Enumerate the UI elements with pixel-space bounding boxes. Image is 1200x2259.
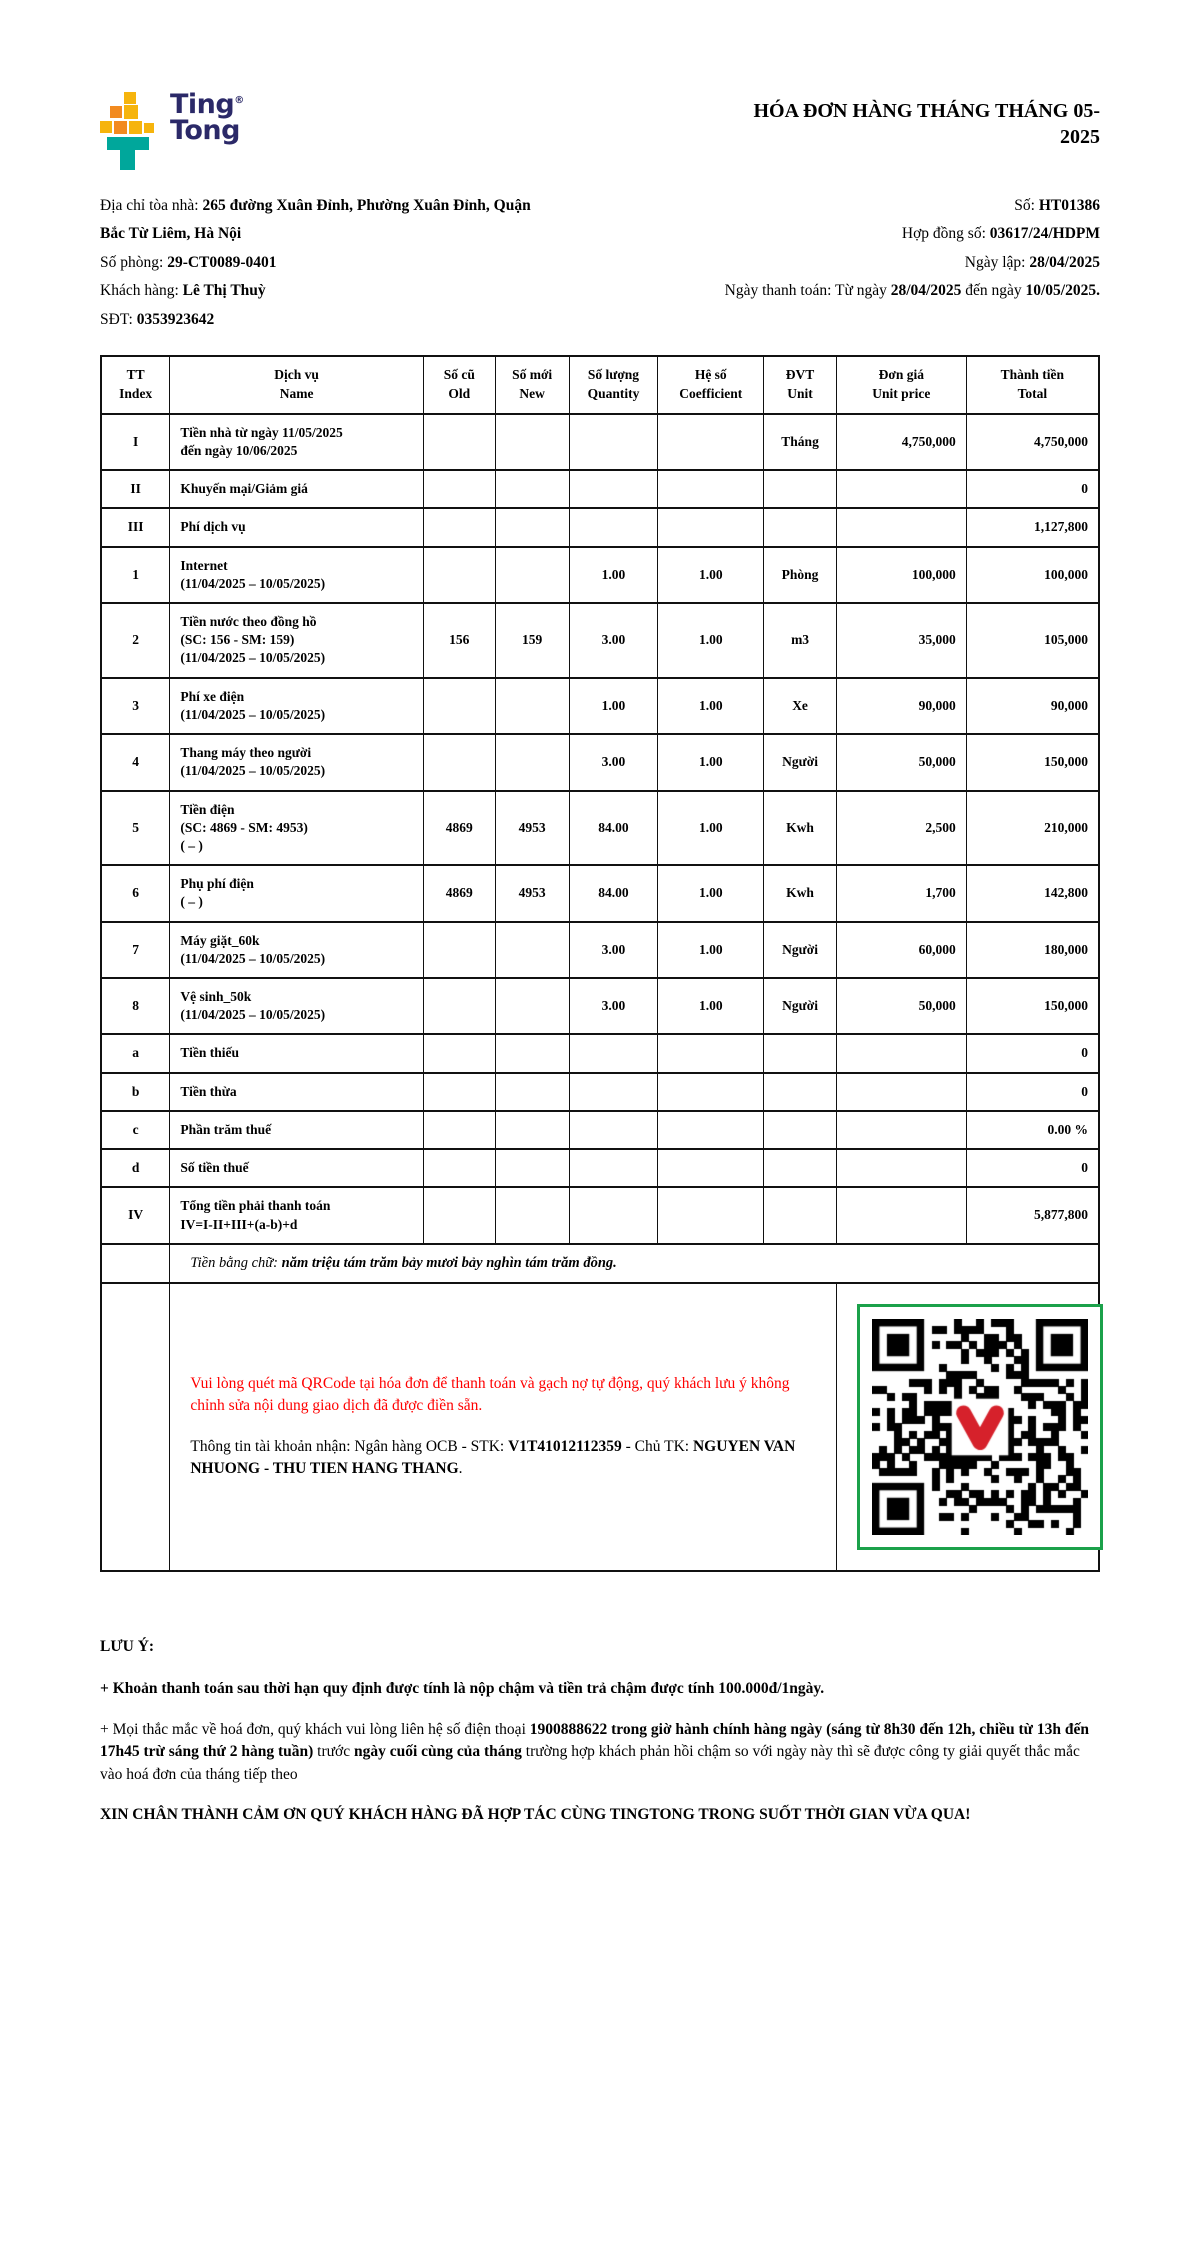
cell-quantity: 84.00	[569, 865, 658, 921]
cell-quantity: 3.00	[569, 922, 658, 978]
cell-coefficient: 1.00	[658, 603, 764, 678]
cell-coefficient: 1.00	[658, 734, 764, 790]
cell-unit: Xe	[764, 678, 837, 734]
cell-total: 0	[966, 1034, 1099, 1072]
cell-old-reading	[423, 508, 495, 546]
table-row	[101, 791, 1099, 866]
cell-quantity	[569, 1187, 658, 1243]
cell-unit: Kwh	[764, 791, 837, 866]
cell-total: 1,127,800	[966, 508, 1099, 546]
hotline-note: + Mọi thắc mắc về hoá đơn, quý khách vui lòng liên hệ số điện thoại 1900888622 trong giờ hành chính hàng ngày (sáng từ 8h30 đến 12h, chiều từ 13h đến 17h45 trừ sáng thứ 2 hàng tuần) trước ngày cuối cùng của tháng trường hợp khách phản hồi chậm so với ngày này thì sẽ được công ty giải quyết thắc mắc vào hoá đơn của tháng tiếp theo	[100, 1720, 1089, 1783]
column-header: Dịch vụ Name	[170, 356, 424, 414]
table-row	[101, 1034, 1099, 1072]
cell-old-reading: 156	[423, 603, 495, 678]
amount-in-words: Tiền bằng chữ: năm triệu tám trăm bảy mươi bảy nghìn tám trăm đồng.	[170, 1244, 1099, 1283]
cell-service-name: Tiền thiếu	[170, 1034, 424, 1072]
cell-new-reading	[495, 1149, 569, 1187]
cell-coefficient	[658, 1111, 764, 1149]
cell-unit-price: 60,000	[836, 922, 966, 978]
cell-quantity	[569, 508, 658, 546]
cell-coefficient	[658, 470, 764, 508]
cell-old-reading	[423, 470, 495, 508]
table-row	[101, 678, 1099, 734]
cell-total: 0	[966, 1073, 1099, 1111]
cell-total: 210,000	[966, 791, 1099, 866]
cell-index: IV	[101, 1187, 170, 1243]
cell-unit	[764, 508, 837, 546]
info-row	[100, 224, 1100, 243]
cell-new-reading: 159	[495, 603, 569, 678]
cell-old-reading	[423, 922, 495, 978]
cell-unit-price	[836, 508, 966, 546]
cell-quantity: 3.00	[569, 734, 658, 790]
cell-new-reading	[495, 1187, 569, 1243]
cell-unit	[764, 470, 837, 508]
cell-quantity	[569, 1034, 658, 1072]
cell-old-reading: 4869	[423, 791, 495, 866]
cell-quantity: 84.00	[569, 791, 658, 866]
cell-service-name: Tiền thừa	[170, 1073, 424, 1111]
cell-unit: Người	[764, 978, 837, 1034]
column-header: Đơn giá Unit price	[836, 356, 966, 414]
cell-unit-price	[836, 1111, 966, 1149]
cell-unit-price: 50,000	[836, 978, 966, 1034]
table-row	[101, 547, 1099, 603]
cell-unit	[764, 1187, 837, 1243]
tingtong-logo-mark	[100, 92, 160, 172]
footer-notes	[0, 1636, 1200, 1827]
cell-coefficient: 1.00	[658, 791, 764, 866]
cell-total: 180,000	[966, 922, 1099, 978]
cell-old-reading: 4869	[423, 865, 495, 921]
cell-new-reading	[495, 1111, 569, 1149]
cell-new-reading	[495, 508, 569, 546]
table-row	[101, 508, 1099, 546]
table-row	[101, 470, 1099, 508]
cell-service-name: Internet (11/04/2025 – 10/05/2025)	[170, 547, 424, 603]
cell-new-reading: 4953	[495, 865, 569, 921]
cell-new-reading	[495, 1073, 569, 1111]
table-row	[101, 1073, 1099, 1111]
cell-service-name: Thang máy theo người (11/04/2025 – 10/05/2025)	[170, 734, 424, 790]
cell-unit-price: 2,500	[836, 791, 966, 866]
cell-unit-price: 4,750,000	[836, 414, 966, 470]
cell-old-reading	[423, 1034, 495, 1072]
cell-new-reading	[495, 922, 569, 978]
column-header: Số cũ Old	[423, 356, 495, 414]
cell-unit-price: 90,000	[836, 678, 966, 734]
cell-index: 8	[101, 978, 170, 1034]
customer-name: Khách hàng: Lê Thị Thuỳ	[100, 282, 266, 300]
cell-old-reading	[423, 978, 495, 1034]
column-header: Số lượng Quantity	[569, 356, 658, 414]
cell-coefficient: 1.00	[658, 547, 764, 603]
cell-coefficient	[658, 1073, 764, 1111]
cell-new-reading	[495, 734, 569, 790]
cell-old-reading	[423, 414, 495, 470]
cell-unit	[764, 1111, 837, 1149]
service-table	[100, 355, 1100, 1572]
qr-code-cell	[836, 1283, 1099, 1571]
cell-service-name: Phần trăm thuế	[170, 1111, 424, 1149]
cell-service-name: Phí xe điện (11/04/2025 – 10/05/2025)	[170, 678, 424, 734]
cell-service-name: Phụ phí điện ( – )	[170, 865, 424, 921]
cell-quantity: 1.00	[569, 547, 658, 603]
cell-total: 0	[966, 1149, 1099, 1187]
cell-total: 90,000	[966, 678, 1099, 734]
cell-service-name: Vệ sinh_50k (11/04/2025 – 10/05/2025)	[170, 978, 424, 1034]
table-row	[101, 1187, 1099, 1243]
table-header-row	[101, 356, 1099, 414]
cell-index: 4	[101, 734, 170, 790]
cell-quantity: 3.00	[569, 603, 658, 678]
building-address-line2: Bắc Từ Liêm, Hà Nội	[100, 225, 242, 243]
column-header: TT Index	[101, 356, 170, 414]
cell-unit-price: 1,700	[836, 865, 966, 921]
cell-index: 1	[101, 547, 170, 603]
cell-unit-price	[836, 1187, 966, 1243]
tingtong-logo-text: Ting® Tong	[170, 89, 244, 146]
cell-index: 5	[101, 791, 170, 866]
cell-quantity	[569, 1073, 658, 1111]
cell-service-name: Máy giặt_60k (11/04/2025 – 10/05/2025)	[170, 922, 424, 978]
info-row	[100, 253, 1100, 272]
cell-coefficient	[658, 1034, 764, 1072]
info-row	[100, 281, 1100, 300]
info-row	[100, 310, 1100, 329]
cell-total: 142,800	[966, 865, 1099, 921]
page-header	[0, 0, 1200, 172]
cell-new-reading	[495, 978, 569, 1034]
table-row	[101, 865, 1099, 921]
cell-unit: Người	[764, 922, 837, 978]
cell-index: 2	[101, 603, 170, 678]
cell-new-reading: 4953	[495, 791, 569, 866]
cell-unit-price	[836, 1149, 966, 1187]
cell-index: d	[101, 1149, 170, 1187]
cell-service-name: Tiền nước theo đồng hồ (SC: 156 - SM: 159) (11/04/2025 – 10/05/2025)	[170, 603, 424, 678]
cell-index: c	[101, 1111, 170, 1149]
cell-index: II	[101, 470, 170, 508]
customer-phone: SĐT: 0353923642	[100, 310, 215, 328]
column-header: Thành tiền Total	[966, 356, 1099, 414]
cell-index: 7	[101, 922, 170, 978]
cell-index: 3	[101, 678, 170, 734]
cell-new-reading	[495, 414, 569, 470]
cell-old-reading	[423, 1073, 495, 1111]
cell-old-reading	[423, 1149, 495, 1187]
column-header: Hệ số Coefficient	[658, 356, 764, 414]
cell-coefficient: 1.00	[658, 978, 764, 1034]
cell-old-reading	[423, 1187, 495, 1243]
cell-service-name: Số tiền thuế	[170, 1149, 424, 1187]
table-row	[101, 1111, 1099, 1149]
cell-service-name: Khuyến mại/Giảm giá	[170, 470, 424, 508]
column-header: ĐVT Unit	[764, 356, 837, 414]
cell-total: 105,000	[966, 603, 1099, 678]
amount-in-words-row	[101, 1244, 1099, 1283]
cell-coefficient	[658, 1187, 764, 1243]
contract-number: Hợp đồng số: 03617/24/HDPM	[901, 225, 1100, 243]
cell-quantity	[569, 1111, 658, 1149]
cell-quantity	[569, 1149, 658, 1187]
table-row	[101, 603, 1099, 678]
cell-coefficient: 1.00	[658, 678, 764, 734]
payment-period: Ngày thanh toán: Từ ngày 28/04/2025 đến ngày 10/05/2025.	[724, 282, 1100, 300]
qr-scan-note: Vui lòng quét mã QRCode tại hóa đơn để thanh toán và gạch nợ tự động, quý khách lưu ý không chỉnh sửa nội dung giao dịch đã được điền sẵn.	[190, 1374, 790, 1415]
cell-coefficient	[658, 414, 764, 470]
thank-you-note: XIN CHÂN THÀNH CẢM ƠN QUÝ KHÁCH HÀNG ĐÃ HỢP TÁC CÙNG TINGTONG TRONG SUỐT THỜI GIAN VỪA QUA!	[100, 1806, 971, 1824]
cell-total: 100,000	[966, 547, 1099, 603]
cell-unit-price: 100,000	[836, 547, 966, 603]
cell-unit	[764, 1034, 837, 1072]
tingtong-logo	[100, 89, 244, 172]
cell-service-name: Tiền nhà từ ngày 11/05/2025 đến ngày 10/06/2025	[170, 414, 424, 470]
qr-code-frame	[857, 1304, 1103, 1550]
cell-old-reading	[423, 1111, 495, 1149]
cell-service-name: Phí dịch vụ	[170, 508, 424, 546]
cell-coefficient: 1.00	[658, 865, 764, 921]
table-row	[101, 414, 1099, 470]
qr-code	[872, 1319, 1088, 1535]
cell-unit: m3	[764, 603, 837, 678]
cell-unit-price: 35,000	[836, 603, 966, 678]
cell-service-name: Tổng tiền phải thanh toán IV=I-II+III+(a-b)+d	[170, 1187, 424, 1243]
cell-quantity: 3.00	[569, 978, 658, 1034]
invoice-number: Số: HT01386	[1014, 197, 1100, 214]
cell-total: 4,750,000	[966, 414, 1099, 470]
cell-index: a	[101, 1034, 170, 1072]
table-row	[101, 922, 1099, 978]
cell-new-reading	[495, 678, 569, 734]
cell-old-reading	[423, 734, 495, 790]
cell-quantity: 1.00	[569, 678, 658, 734]
cell-new-reading	[495, 470, 569, 508]
table-row	[101, 1149, 1099, 1187]
column-header: Số mới New	[495, 356, 569, 414]
issue-date: Ngày lập: 28/04/2025	[964, 253, 1100, 271]
cell-unit-price: 50,000	[836, 734, 966, 790]
cell-coefficient	[658, 1149, 764, 1187]
cell-unit-price	[836, 470, 966, 508]
cell-total: 0	[966, 470, 1099, 508]
bank-account-info: Thông tin tài khoản nhận: Ngân hàng OCB - STK: V1T41012112359 - Chủ TK: NGUYEN VAN NHUONG - THU TIEN HANG THANG.	[190, 1437, 796, 1478]
cell-quantity	[569, 470, 658, 508]
cell-index: I	[101, 414, 170, 470]
cell-service-name: Tiền điện (SC: 4869 - SM: 4953) ( – )	[170, 791, 424, 866]
cell-unit: Người	[764, 734, 837, 790]
invoice-info	[0, 196, 1200, 329]
cell-old-reading	[423, 678, 495, 734]
cell-total: 150,000	[966, 978, 1099, 1034]
cell-old-reading	[423, 547, 495, 603]
info-row	[100, 196, 1100, 215]
qr-instructions-cell	[170, 1283, 837, 1571]
service-table-body	[101, 414, 1099, 1244]
cell-new-reading	[495, 547, 569, 603]
late-fee-note: + Khoản thanh toán sau thời hạn quy định được tính là nộp chậm và tiền trả chậm được tính 100.000đ/1ngày.	[100, 1680, 825, 1698]
qr-payment-row	[101, 1283, 1099, 1571]
cell-unit	[764, 1073, 837, 1111]
cell-unit-price	[836, 1073, 966, 1111]
cell-index: 6	[101, 865, 170, 921]
cell-new-reading	[495, 1034, 569, 1072]
cell-unit: Kwh	[764, 865, 837, 921]
registered-mark: ®	[234, 95, 244, 106]
cell-unit	[764, 1149, 837, 1187]
cell-total: 5,877,800	[966, 1187, 1099, 1243]
cell-quantity	[569, 414, 658, 470]
cell-index: III	[101, 508, 170, 546]
room-number: Số phòng: 29-CT0089-0401	[100, 253, 277, 271]
cell-unit-price	[836, 1034, 966, 1072]
cell-unit: Phòng	[764, 547, 837, 603]
cell-unit: Tháng	[764, 414, 837, 470]
cell-total: 0.00 %	[966, 1111, 1099, 1149]
building-address: Địa chỉ tòa nhà: 265 đường Xuân Đỉnh, Phường Xuân Đỉnh, Quận	[100, 197, 531, 214]
cell-index: b	[101, 1073, 170, 1111]
notes-heading: LƯU Ý:	[100, 1637, 155, 1655]
cell-total: 150,000	[966, 734, 1099, 790]
invoice-title: HÓA ĐƠN HÀNG THÁNG THÁNG 05- 2025	[753, 100, 1100, 148]
cell-coefficient: 1.00	[658, 922, 764, 978]
table-row	[101, 734, 1099, 790]
table-row	[101, 978, 1099, 1034]
cell-coefficient	[658, 508, 764, 546]
